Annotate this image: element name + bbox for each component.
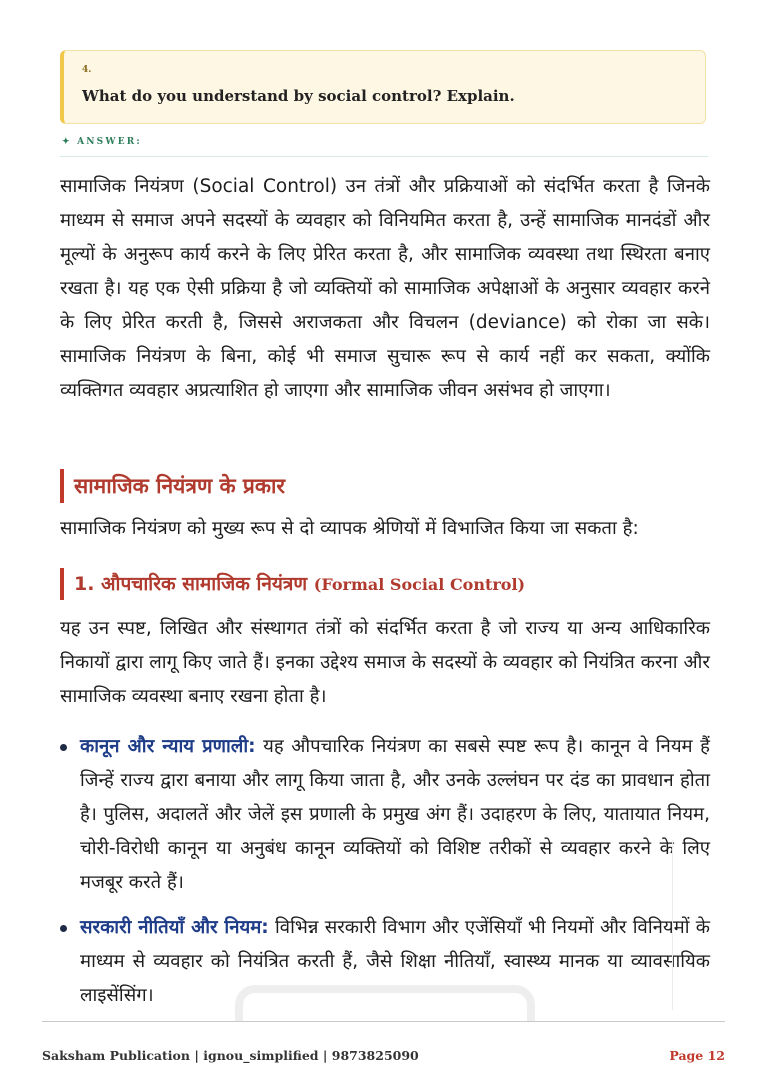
bullet-term: सरकारी नीतियाँ और नियम: [80,917,269,938]
bullet-dot [60,925,67,932]
answer-divider [60,156,708,157]
bullet-text: यह औपचारिक नियंत्रण का सबसे स्पष्ट रूप है। कानून वे नियम हैं जिन्हें राज्य द्वारा बनाया और लागू किया जाता है, और उनके उल्लंघन पर दंड का प्रावधान होता है। पुलिस, अदालतें और जेलें इस प्रणाली के प्रमुख अंग हैं। उदाहरण के लिए, यातायात नियम, चोरी-विरोधी कानून या अनुबंध कानून व्यक्तियों को विशिष्ट तरीकों से व्यवहार करने के लिए मजबूर करते हैं। [80,736,710,893]
page-number: Page 12 [669,1048,725,1063]
watermark [235,985,535,1021]
section-heading: सामाजिक नियंत्रण के प्रकार [60,469,285,503]
question-text: What do you understand by social control? Explain. [82,87,515,105]
subsection-heading-en: (Formal Social Control) [313,575,526,594]
footer-divider [42,1021,725,1022]
answer-label: ✦ ANSWER: [62,137,142,147]
list-item [60,730,710,900]
subsection-heading-hi: 1. औपचारिक सामाजिक नियंत्रण [74,573,308,595]
question-number: 4. [82,65,92,75]
bullet-text: विभिन्न सरकारी विभाग और एजेंसियाँ भी नियमों और विनियमों के माध्यम से व्यवहार को नियंत्रित करती हैं, जैसे शिक्षा नीतियाँ, स्वास्थ्य मानक या व्यावसायिक लाइसेंसिंग। [80,917,710,1006]
decorative-line [672,840,673,1010]
subsection-paragraph: यह उन स्पष्ट, लिखित और संस्थागत तंत्रों को संदर्भित करता है जो राज्य या अन्य आधिकारिक निकायों द्वारा लागू किए जाते हैं। इनका उद्देश्य समाज के सदस्यों के व्यवहार को नियंत्रित करना और सामाजिक व्यवस्था बनाए रखना होता है। [60,618,710,707]
intro-paragraph: सामाजिक नियंत्रण (Social Control) उन तंत्रों और प्रक्रियाओं को संदर्भित करता है जिनके माध्यम से समाज अपने सदस्यों के व्यवहार को विनियमित करता है, उन्हें सामाजिक मानदंडों और मूल्यों के अनुरूप कार्य करने के लिए प्रेरित करता है, और सामाजिक व्यवस्था तथा स्थिरता बनाए रखता है। यह एक ऐसी प्रक्रिया है जो व्यक्तियों को सामाजिक अपेक्षाओं के अनुसार व्यवहार करने के लिए प्रेरित करती है, जिससे अराजकता और विचलन (deviance) को रोका जा सके। सामाजिक नियंत्रण के बिना, कोई भी समाज सुचारू रूप से कार्य नहीं कर सकता, क्योंकि व्यक्तिगत व्यवहार अप्रत्याशित हो जाएगा और सामाजिक जीवन असंभव हो जाएगा। [60,176,710,401]
bullet-dot [60,744,67,751]
footer-publisher: Saksham Publication | ignou_simplified | 9873825090 [42,1048,419,1063]
subsection-heading [60,568,525,600]
question-box [60,50,706,124]
bullet-term: कानून और न्याय प्रणाली: [80,736,256,757]
section-intro: सामाजिक नियंत्रण को मुख्य रूप से दो व्यापक श्रेणियों में विभाजित किया जा सकता है: [60,518,639,539]
